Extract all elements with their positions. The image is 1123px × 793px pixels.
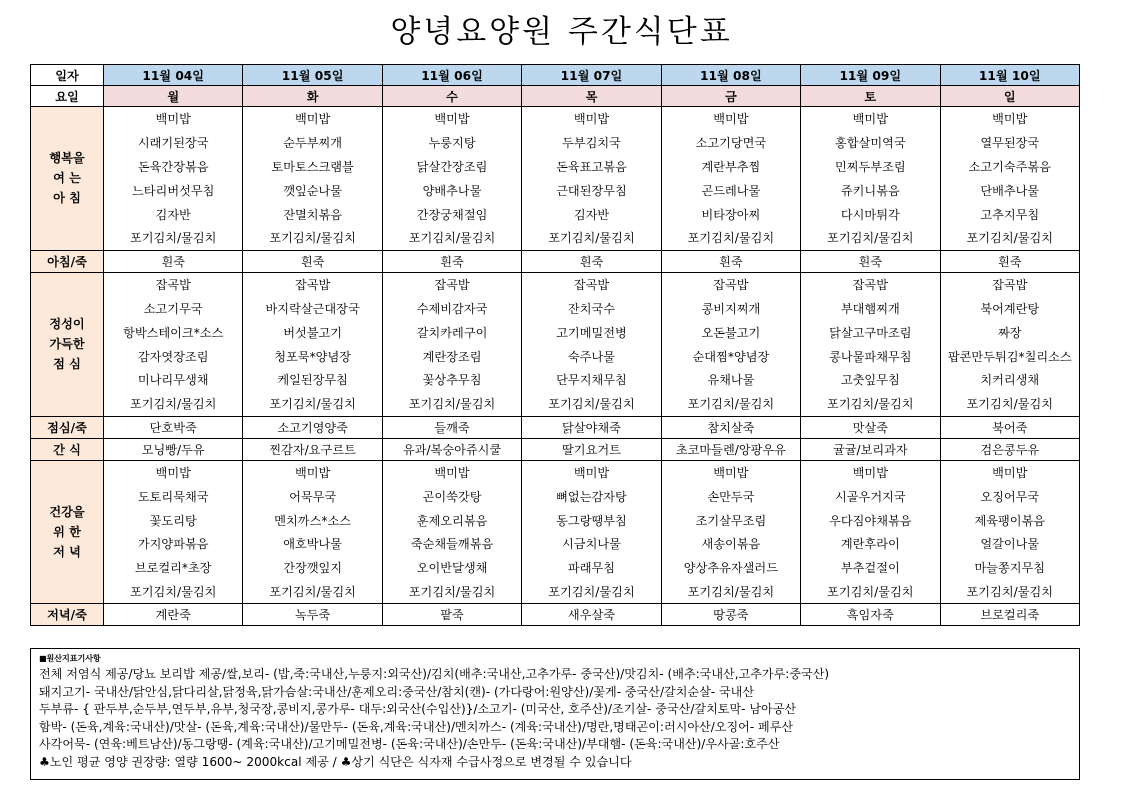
menu-item: 검은콩두유 — [940, 438, 1079, 460]
menu-item: 계란부추찜 — [661, 155, 800, 179]
menu-item: 얼갈이나물 — [940, 532, 1079, 556]
menu-item: 백미밥 — [104, 107, 243, 131]
menu-item: 소고기당면국 — [661, 131, 800, 155]
menu-item: 잡곡밥 — [522, 272, 661, 296]
menu-item: 콩나물파채무침 — [801, 344, 940, 368]
menu-item: 오돈불고기 — [661, 320, 800, 344]
menu-item: 손만두국 — [661, 484, 800, 508]
menu-item: 새송이볶음 — [661, 532, 800, 556]
menu-item: 포기김치/물김치 — [661, 226, 800, 250]
menu-item: 홍합살미역국 — [801, 131, 940, 155]
menu-item: 부추겉절이 — [801, 556, 940, 580]
day-row-label: 요일 — [31, 86, 104, 107]
menu-item: 잡곡밥 — [382, 272, 521, 296]
menu-item: 계란장조림 — [382, 344, 521, 368]
menu-item: 청포묵*양념장 — [243, 344, 382, 368]
lunch-row — [31, 344, 1080, 368]
dinner-label-line: 위 한 — [53, 524, 81, 539]
menu-item: 백미밥 — [661, 460, 800, 484]
lunch-label-line: 가득한 — [49, 337, 85, 352]
date-row-label: 일자 — [31, 65, 104, 86]
menu-item: 깻잎순나물 — [243, 178, 382, 202]
menu-item: 시골우거지국 — [801, 484, 940, 508]
dinner-row — [31, 556, 1080, 580]
dinner-row — [31, 460, 1080, 484]
day-cell: 월 — [104, 86, 243, 107]
dinner-label — [31, 460, 104, 604]
menu-item: 항박스테이크*소스 — [104, 320, 243, 344]
menu-item: 흰죽 — [801, 250, 940, 272]
menu-item: 마늘쫑지무침 — [940, 556, 1079, 580]
menu-item: 포기김치/물김치 — [940, 226, 1079, 250]
menu-item: 들깨죽 — [382, 416, 521, 438]
menu-item: 잡곡밥 — [104, 272, 243, 296]
menu-item: 오이반달생채 — [382, 556, 521, 580]
menu-item: 백미밥 — [940, 460, 1079, 484]
menu-item: 백미밥 — [940, 107, 1079, 131]
lunch-row — [31, 392, 1080, 416]
notes-line: 전체 저염식 제공/당뇨 보리밥 제공/쌀,보리- (밥,죽:국내산,누룽지:외국산)/김치(배추:국내산,고추가루- 중국산)/맛김치- (배추:국내산,고추가루:중국산) — [39, 667, 830, 681]
menu-item: 고추지무침 — [940, 202, 1079, 226]
menu-item: 흰죽 — [940, 250, 1079, 272]
menu-item: 포기김치/물김치 — [661, 580, 800, 604]
menu-item: 꽃도리탕 — [104, 508, 243, 532]
menu-item: 찐감자/요구르트 — [243, 438, 382, 460]
menu-item: 두부김치국 — [522, 131, 661, 155]
breakfast-row — [31, 155, 1080, 179]
menu-item: 포기김치/물김치 — [104, 392, 243, 416]
dinner-label-line: 건강을 — [49, 504, 85, 519]
menu-item: 흰죽 — [661, 250, 800, 272]
dinner-row — [31, 484, 1080, 508]
menu-item: 짜장 — [940, 320, 1079, 344]
menu-item: 시래기된장국 — [104, 131, 243, 155]
menu-item: 비타장아찌 — [661, 202, 800, 226]
breakfast-row — [31, 131, 1080, 155]
menu-item: 포기김치/물김치 — [243, 226, 382, 250]
menu-item: 백미밥 — [801, 460, 940, 484]
breakfast-row — [31, 226, 1080, 250]
menu-item: 포기김치/물김치 — [801, 580, 940, 604]
menu-item: 백미밥 — [243, 107, 382, 131]
menu-item: 흰죽 — [522, 250, 661, 272]
menu-item: 조기살무조림 — [661, 508, 800, 532]
menu-item: 돈육표고볶음 — [522, 155, 661, 179]
page-title: 양녕요양원 주간식단표 — [390, 14, 733, 50]
breakfast-label-line: 아 침 — [53, 191, 81, 206]
menu-item: 동그랑땡부침 — [522, 508, 661, 532]
menu-item: 땅콩죽 — [661, 604, 800, 626]
menu-item: 단무지채무침 — [522, 368, 661, 392]
menu-item: 소고기무국 — [104, 297, 243, 321]
menu-item: 백미밥 — [522, 107, 661, 131]
menu-item: 잔멸치볶음 — [243, 202, 382, 226]
menu-item: 어묵무국 — [243, 484, 382, 508]
menu-item: 포기김치/물김치 — [382, 392, 521, 416]
notes-line: 함박- (돈육,계육:국내산)/맛살- (돈육,계육:국내산)/물만두- (돈육,계육:국내산)/멘치까스- (계육:국내산)/명란,명태곤이:러시아산/오징어- 페루산 — [39, 719, 794, 734]
date-row — [31, 65, 1080, 86]
date-cell: 11월 06일 — [382, 65, 521, 86]
menu-item: 죽순채들깨볶음 — [382, 532, 521, 556]
menu-item: 우다짐야채볶음 — [801, 508, 940, 532]
notes-line: 돼지고기- 국내산/닭안심,닭다리살,닭정육,닭가슴살:국내산/훈제오리:중국산/참치(캔)- (가다랑어:원양산)/꽃게- 중국산/갈치순살- 국내산 — [39, 684, 755, 699]
lunch-label-line: 점 심 — [53, 357, 81, 372]
lunch-porridge-row-label: 점심/죽 — [31, 416, 104, 438]
dinner-label-line: 저 녁 — [53, 544, 81, 559]
menu-item: 꽃상추무침 — [382, 368, 521, 392]
lunch-label-line: 정성이 — [49, 317, 85, 332]
menu-item: 잡곡밥 — [661, 272, 800, 296]
menu-item: 근대된장무침 — [522, 178, 661, 202]
menu-item: 소고기숙주볶음 — [940, 155, 1079, 179]
menu-item: 시금치나물 — [522, 532, 661, 556]
menu-item: 제육팽이볶음 — [940, 508, 1079, 532]
menu-item: 순두부찌개 — [243, 131, 382, 155]
menu-item: 느타리버섯무침 — [104, 178, 243, 202]
menu-item: 포기김치/물김치 — [801, 226, 940, 250]
menu-item: 포기김치/물김치 — [243, 392, 382, 416]
menu-item: 멘치까스*소스 — [243, 508, 382, 532]
menu-item: 쥬키니볶음 — [801, 178, 940, 202]
menu-item: 브로컬리죽 — [940, 604, 1079, 626]
notes-heading: ■원산지표기사항 — [39, 654, 101, 663]
menu-item: 부대햄찌개 — [801, 297, 940, 321]
menu-item: 소고기영양죽 — [243, 416, 382, 438]
notes-line: 두부류- { 판두부,순두부,연두부,유부,청국장,콩비지,콩가루- 대두:외국산(수입산)}/소고기- (미국산, 호주산)/조기살- 중국산/갈치토막- 남아공산 — [39, 702, 797, 717]
menu-item: 맛살죽 — [801, 416, 940, 438]
day-cell: 화 — [243, 86, 382, 107]
menu-item: 포기김치/물김치 — [104, 226, 243, 250]
origin-notes — [30, 648, 1080, 780]
date-cell: 11월 10일 — [940, 65, 1079, 86]
menu-item: 포기김치/물김치 — [104, 580, 243, 604]
weekly-menu-table — [30, 64, 1080, 626]
menu-item: 포기김치/물김치 — [522, 392, 661, 416]
menu-item: 포기김치/물김치 — [940, 580, 1079, 604]
snack-row-label: 간 식 — [31, 438, 104, 460]
menu-item: 흰죽 — [104, 250, 243, 272]
lunch-row — [31, 320, 1080, 344]
lunch-porridge-row — [31, 416, 1080, 438]
menu-item: 민찌두부조림 — [801, 155, 940, 179]
menu-item: 포기김치/물김치 — [801, 392, 940, 416]
notes-line: ♣노인 평균 영양 권장량: 열량 1600~ 2000kcal 제공 / ♣상기 식단은 식자재 수급사정으로 변경될 수 있습니다 — [39, 754, 632, 769]
menu-item: 유채나물 — [661, 368, 800, 392]
day-cell: 목 — [522, 86, 661, 107]
menu-item: 훈제오리볶음 — [382, 508, 521, 532]
menu-item: 치커리생채 — [940, 368, 1079, 392]
menu-item: 딸기요거트 — [522, 438, 661, 460]
menu-item: 수제비감자국 — [382, 297, 521, 321]
menu-item: 잡곡밥 — [940, 272, 1079, 296]
menu-item: 유과/복숭아쥬시쿨 — [382, 438, 521, 460]
menu-item: 새우살죽 — [522, 604, 661, 626]
menu-item: 흰죽 — [382, 250, 521, 272]
menu-item: 포기김치/물김치 — [661, 392, 800, 416]
menu-item: 숙주나물 — [522, 344, 661, 368]
menu-item: 포기김치/물김치 — [522, 226, 661, 250]
date-cell: 11월 05일 — [243, 65, 382, 86]
menu-item: 포기김치/물김치 — [940, 392, 1079, 416]
menu-item: 북어계란탕 — [940, 297, 1079, 321]
menu-item: 계란죽 — [104, 604, 243, 626]
date-cell: 11월 04일 — [104, 65, 243, 86]
menu-item: 고춧잎무침 — [801, 368, 940, 392]
menu-item: 열무된장국 — [940, 131, 1079, 155]
menu-item: 곤이쑥갓탕 — [382, 484, 521, 508]
day-row — [31, 86, 1080, 107]
menu-item: 도토리묵채국 — [104, 484, 243, 508]
breakfast-porridge-row-label: 아침/죽 — [31, 250, 104, 272]
notes-line: 사각어묵- (연육:베트남산)/동그랑땡- (계육:국내산)/고기메밀전병- (돈육:국내산)/손만두- (돈육:국내산)/부대햄- (돈육:국내산)/우사골:호주산 — [39, 737, 780, 752]
menu-item: 바지락살근대장국 — [243, 297, 382, 321]
menu-item: 팥죽 — [382, 604, 521, 626]
menu-item: 잡곡밥 — [243, 272, 382, 296]
menu-item: 콩비지찌개 — [661, 297, 800, 321]
menu-item: 잔치국수 — [522, 297, 661, 321]
menu-item: 순대찜*양념장 — [661, 344, 800, 368]
menu-item: 다시마튀각 — [801, 202, 940, 226]
lunch-row — [31, 272, 1080, 296]
menu-item: 누룽지탕 — [382, 131, 521, 155]
breakfast-row — [31, 202, 1080, 226]
menu-item: 녹두죽 — [243, 604, 382, 626]
menu-item: 김자반 — [104, 202, 243, 226]
menu-item: 포기김치/물김치 — [522, 580, 661, 604]
menu-item: 돈육간장볶음 — [104, 155, 243, 179]
menu-item: 백미밥 — [661, 107, 800, 131]
day-cell: 금 — [661, 86, 800, 107]
menu-item: 감자엿장조림 — [104, 344, 243, 368]
menu-item: 파래무침 — [522, 556, 661, 580]
menu-item: 닭살간장조림 — [382, 155, 521, 179]
menu-item: 오징어무국 — [940, 484, 1079, 508]
snack-row — [31, 438, 1080, 460]
menu-item: 김자반 — [522, 202, 661, 226]
menu-item: 고기메밀전병 — [522, 320, 661, 344]
menu-item: 백미밥 — [382, 107, 521, 131]
menu-item: 가지양파볶음 — [104, 532, 243, 556]
menu-item: 닭살야채죽 — [522, 416, 661, 438]
menu-item: 백미밥 — [522, 460, 661, 484]
menu-item: 닭살고구마조림 — [801, 320, 940, 344]
dinner-porridge-row — [31, 604, 1080, 626]
breakfast-row — [31, 178, 1080, 202]
menu-item: 단배추나물 — [940, 178, 1079, 202]
breakfast-label-line: 행복을 — [49, 151, 85, 166]
menu-item: 케일된장무침 — [243, 368, 382, 392]
breakfast-label — [31, 107, 104, 251]
lunch-row — [31, 368, 1080, 392]
menu-item: 갈치카레구이 — [382, 320, 521, 344]
menu-item: 초코마들렌/앙팡우유 — [661, 438, 800, 460]
menu-item: 귤귤/보리과자 — [801, 438, 940, 460]
lunch-row — [31, 297, 1080, 321]
menu-item: 계란후라이 — [801, 532, 940, 556]
menu-item: 버섯불고기 — [243, 320, 382, 344]
dinner-row — [31, 580, 1080, 604]
breakfast-row — [31, 107, 1080, 131]
menu-item: 모닝빵/두유 — [104, 438, 243, 460]
menu-item: 양배추나물 — [382, 178, 521, 202]
menu-item: 간장깻잎지 — [243, 556, 382, 580]
menu-item: 잡곡밥 — [801, 272, 940, 296]
date-cell: 11월 09일 — [801, 65, 940, 86]
menu-item: 참치살죽 — [661, 416, 800, 438]
lunch-label — [31, 272, 104, 416]
menu-item: 백미밥 — [104, 460, 243, 484]
menu-item: 북어죽 — [940, 416, 1079, 438]
menu-item: 팝콘만두튀김*칠리소스 — [940, 344, 1079, 368]
day-cell: 토 — [801, 86, 940, 107]
date-cell: 11월 08일 — [661, 65, 800, 86]
menu-item: 포기김치/물김치 — [382, 226, 521, 250]
dinner-row — [31, 508, 1080, 532]
day-cell: 수 — [382, 86, 521, 107]
menu-item: 뼈없는감자탕 — [522, 484, 661, 508]
menu-item: 백미밥 — [801, 107, 940, 131]
breakfast-porridge-row — [31, 250, 1080, 272]
menu-item: 단호박죽 — [104, 416, 243, 438]
date-cell: 11월 07일 — [522, 65, 661, 86]
menu-item: 토마토스크램블 — [243, 155, 382, 179]
menu-item: 브로컬리*초장 — [104, 556, 243, 580]
breakfast-label-line: 여 는 — [53, 171, 81, 186]
menu-item: 흰죽 — [243, 250, 382, 272]
day-cell: 일 — [940, 86, 1079, 107]
menu-item: 포기김치/물김치 — [382, 580, 521, 604]
menu-item: 미나리무생채 — [104, 368, 243, 392]
menu-item: 간장궁채절임 — [382, 202, 521, 226]
menu-item: 애호박나물 — [243, 532, 382, 556]
dinner-porridge-row-label: 저녁/죽 — [31, 604, 104, 626]
menu-item: 양상추유자샐러드 — [661, 556, 800, 580]
menu-item: 백미밥 — [243, 460, 382, 484]
menu-item: 포기김치/물김치 — [243, 580, 382, 604]
dinner-row — [31, 532, 1080, 556]
menu-item: 흑임자죽 — [801, 604, 940, 626]
menu-item: 백미밥 — [382, 460, 521, 484]
menu-item: 곤드레나물 — [661, 178, 800, 202]
